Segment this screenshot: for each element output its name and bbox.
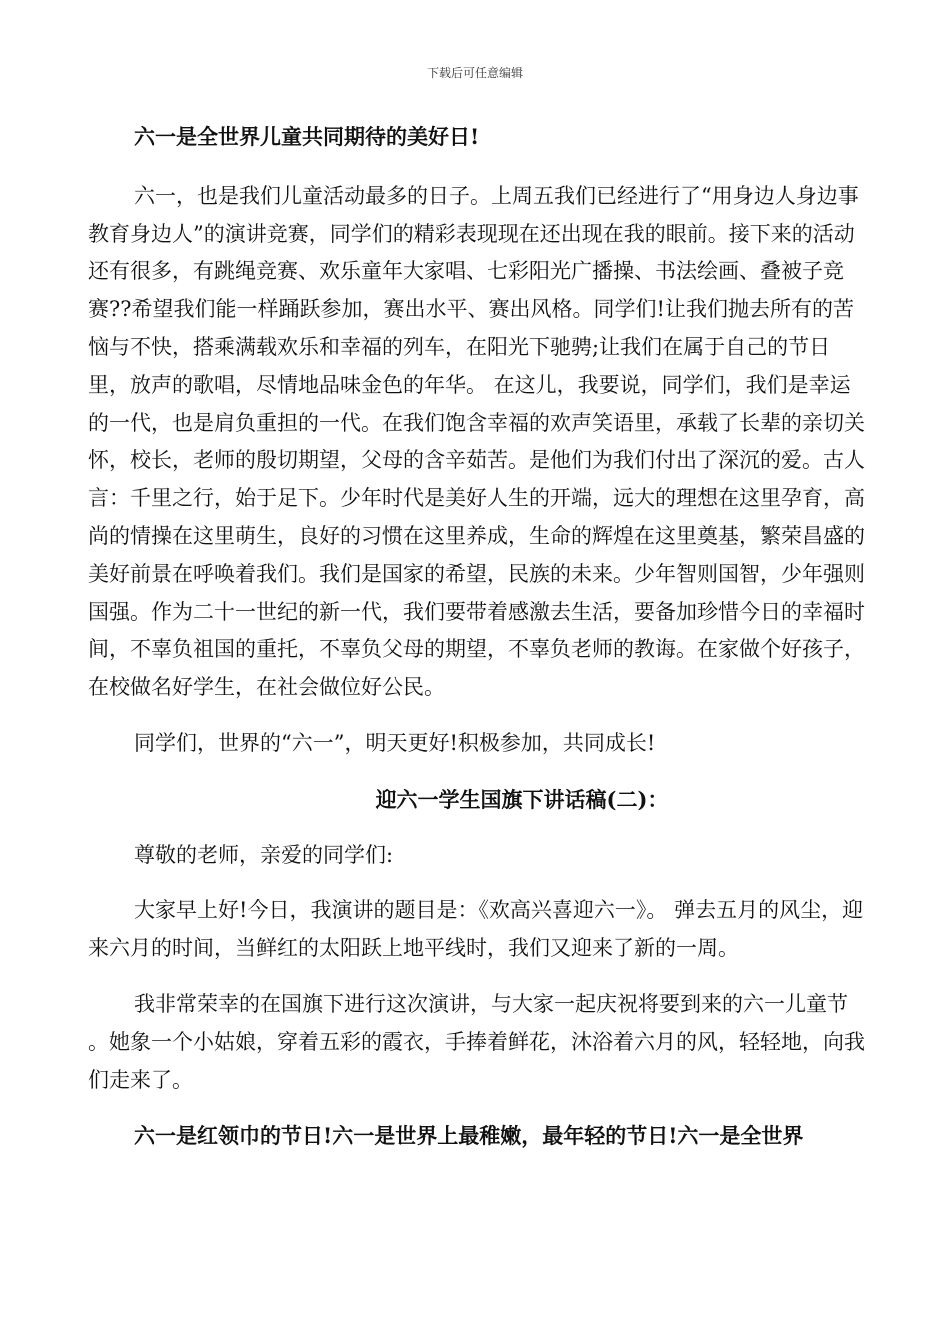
paragraph-1: 六一，也是我们儿童活动最多的日子。上周五我们已经进行了“用身边人身边事教育身边人”的演讲竞赛，同学们的精彩表现现在还出现在我的眼前。接下来的活动还有很多，有跳绳竞赛、欢乐童年大家唱、七彩阳光广播操、书法绘画、叠被子竞赛??希望我们能一样踊跃参加，赛出水平、赛出风格。同学们!让我们抛去所有的苦恼与不快，搭乘满载欢乐和幸福的列车，在阳光下驰骋;让我们在属于自己的节日里，放声的歌唱，尽情地品味金色的年华。 在这儿，我要说，同学们，我们是幸运的一代，也是肩负重担的一代。在我们饱含幸福的欢声笑语里，承载了长辈的亲切关怀，校长，老师的殷切期望，父母的含辛茹苦。是他们为我们付出了深沉的爱。古人言：千里之行，始于足下。少年时代是美好人生的开端，远大的理想在这里孕育，高尚的情操在这里萌生，良好的习惯在这里养成，生命的辉煌在这里奠基，繁荣昌盛的美好前景在呼唤着我们。我们是国家的希望，民族的未来。少年智则国智，少年强则国强。作为二十一世纪的新一代，我们要带着感激去生活，要备加珍惜今日的幸福时间，不辜负祖国的重托，不辜负父母的期望，不辜负老师的教诲。在家做个好孩子，在校做名好学生，在社会做位好公民。 <box>88 183 865 700</box>
heading-1: 六一是全世界儿童共同期待的美好日! <box>134 124 480 149</box>
paragraph-5: 六一是红领巾的节日!六一是世界上最稚嫩，最年轻的节日!六一是全世界 <box>134 1123 804 1149</box>
paragraph-4: 我非常荣幸的在国旗下进行这次演讲，与大家一起庆祝将要到来的六一儿童节 。她象一个小姑娘，穿着五彩的霞衣，手捧着鲜花，沐浴着六月的风，轻轻地，向我们走来了。 <box>88 991 865 1092</box>
section-title: 迎六一学生国旗下讲话稿(二)： <box>375 786 669 812</box>
paragraph-2: 同学们，世界的“六一”，明天更好!积极参加，共同成长! <box>134 730 656 755</box>
document-body <box>88 118 870 1155</box>
page-header-note: 下载后可任意编辑 <box>426 66 523 80</box>
greeting: 尊敬的老师，亲爱的同学们: <box>134 842 394 867</box>
paragraph-3: 大家早上好!今日，我演讲的题目是：《欢高兴喜迎六一》。 弹去五月的风尘，迎来六月的时间，当鲜红的太阳跃上地平线时，我们又迎来了新的一周。 <box>88 898 864 961</box>
